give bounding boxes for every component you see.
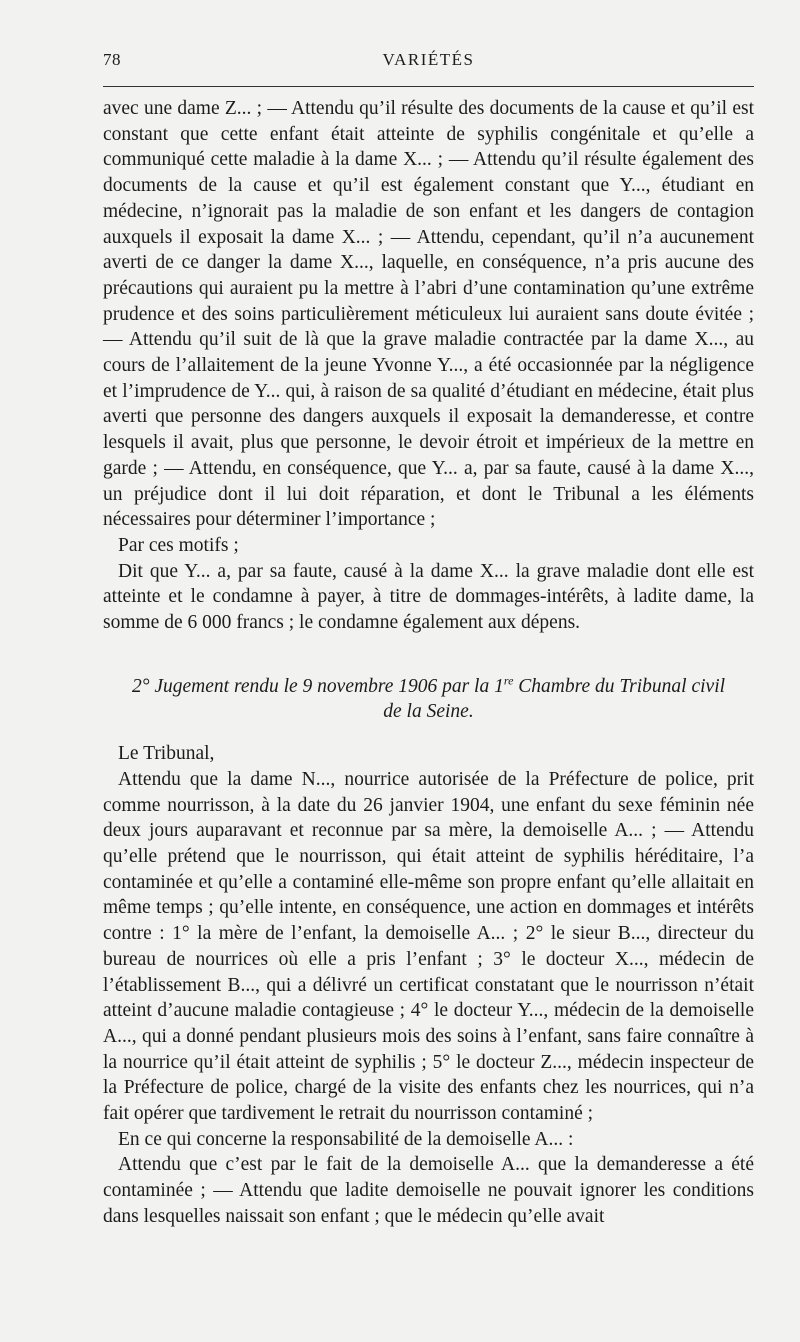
heading-text-a: 2° Jugement rendu le 9 novembre 1906 par la 1 [131,675,504,697]
heading-line-1 [103,674,754,700]
paragraph-par-ces-motifs: Par ces motifs ; [118,534,239,556]
paragraph-responsabilite: En ce qui concerne la responsabilité de la demoiselle A... : [118,1128,574,1150]
heading-line-2: de la Seine. [383,701,474,723]
heading-superscript: re [503,673,514,688]
paragraph-attendu: Attendu que la dame N..., nourrice autorisée de la Préfecture de police, prit comme nourrisson, à la date du 26 janvier 1904, une enfant du sexe féminin née deux jours auparavant et reconnue par sa mère, la demoiselle A... ; — Attendu qu’elle prétend que le nourrisson, qui était atteint de syphilis héréditaire, l’a contaminée et qu’elle a contaminé elle-même son propre enfant qu’elle allaitait en même temps ; qu’elle intente, en conséquence, une action en dommages et intérêts contre : 1° la mère de l’enfant, la demoiselle A... ; 2° le sieur B..., directeur du bureau de nourrices où elle a pris l’enfant ; 3° le docteur X..., médecin de l’établissement B..., qui a délivré un certificat constatant que le nourrisson n’était atteint d’aucune maladie contagieuse ; 4° le docteur Y..., médecin de la demoiselle A..., qui a donné pendant plusieurs mois des soins à l’enfant, sans faire connaître à la nourrice qu’il était atteint de syphilis ; 5° le docteur Z..., médecin inspecteur de la Préfecture de police, chargé de la visite des enfants chez les nourrices, qui n’a fait opérer que tardivement le retrait du nourrisson contaminé ; [103,768,754,1125]
header-rule [103,86,754,87]
paragraph-dispositif: Dit que Y... a, par sa faute, causé à la dame X... la grave maladie dont elle est atteinte et le condamne à payer, à titre de dommages-intérêts, à ladite dame, la somme de 6 000 francs ; le condamne également aux dépens. [103,560,754,634]
paragraph-continued: avec une dame Z... ; — Attendu qu’il résulte des documents de la cause et qu’il est constant que cette enfant était atteinte de syphilis congénitale et qu’elle a communiqué cette maladie à la dame X... ; — Attendu qu’il résulte également des documents de la cause et qu’il est également constant que Y..., étudiant en médecine, n’ignorait pas la maladie de son enfant et les dangers de contagion auxquels il exposait la dame X... ; — Attendu, cependant, qu’il n’a aucunement averti de ce danger la dame X..., laquelle, en conséquence, n’a pris aucune des précautions qui auraient pu la mettre à l’abri d’une contamination qu’une extrême prudence et des soins particulièrement méticuleux lui auraient sans doute évitée ; — Attendu qu’il suit de là que la grave maladie contractée par la dame X..., au cours de l’allaitement de la jeune Yvonne Y..., a été occasionnée par la négligence et l’imprudence de Y... qui, à raison de sa qualité d’étudiant en médecine, était plus averti que personne des dangers auxquels il exposait la demanderesse, et contre lesquels il avait, plus que personne, le devoir étroit et impérieux de la mettre en garde ; — Attendu, en conséquence, que Y... a, par sa faute, causé à la dame X..., un préjudice dont il lui doit réparation, et dont le Tribunal a les éléments nécessaires pour déterminer l’importance ; [103,98,754,531]
paragraph-le-tribunal: Le Tribunal, [118,743,215,765]
page-body [103,96,754,1230]
section-heading [103,674,754,725]
page-header [103,46,754,76]
page-number: 78 [103,50,121,69]
paragraph-attendu-contamination: Attendu que c’est par le fait de la demoiselle A... que la demanderesse a été contaminée ; — Attendu que ladite demoiselle ne pouvait ignorer les conditions dans lesquelles naissait son enfant ; que le médecin qu’elle avait [103,1154,754,1227]
heading-text-b: Chambre du Tribunal civil [513,675,726,697]
running-title: VARIÉTÉS [382,50,475,69]
